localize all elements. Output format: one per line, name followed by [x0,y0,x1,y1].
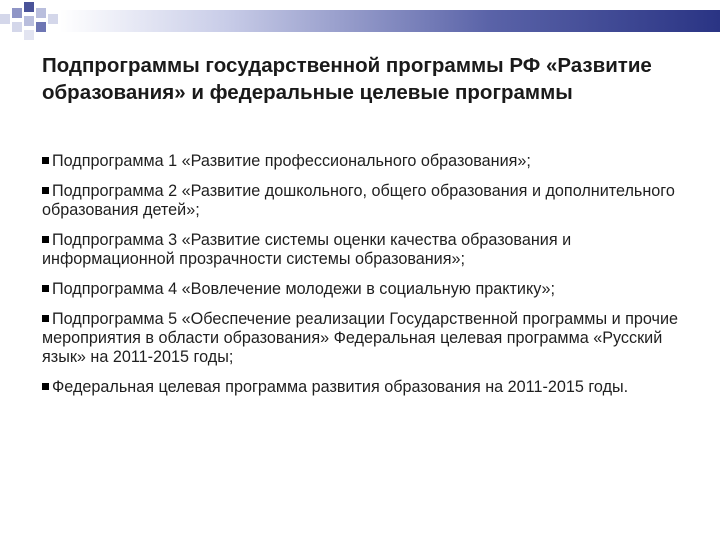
decor-square [48,14,58,24]
decor-square [36,22,46,32]
square-bullet-icon [42,236,49,243]
square-bullet-icon [42,285,49,292]
list-item [42,280,682,299]
decor-square [24,30,34,40]
list-item-text: Подпрограмма 5 «Обеспечение реализации Государственной программы и прочие мероприятия в области образования» Федеральная целевая программа «Русский язык» на 2011-2015 годы; [42,310,679,366]
decor-square [24,16,34,26]
list-item [42,310,682,367]
list-item-text: Федеральная целевая программа развития образования на 2011-2015 годы. [52,378,629,396]
corner-decoration [0,0,720,60]
decor-square [24,2,34,12]
square-bullet-icon [42,315,49,322]
square-bullet-icon [42,157,49,164]
list-item [42,152,682,171]
slide-title: Подпрограммы государственной программы РФ «Развитие образования» и федеральные целевые программы [42,54,652,104]
list-item [42,182,682,220]
decor-square [36,8,46,18]
decor-square [0,14,10,24]
header-gradient-bar [60,10,720,32]
list-item [42,378,682,397]
decor-square [12,22,22,32]
square-bullet-icon [42,187,49,194]
program-list [42,152,682,408]
list-item [42,231,682,269]
list-item-text: Подпрограмма 3 «Развитие системы оценки качества образования и информационной прозрачности системы образования»; [42,231,572,268]
list-item-text: Подпрограмма 4 «Вовлечение молодежи в социальную практику»; [52,280,555,298]
square-bullet-icon [42,383,49,390]
decor-square [12,8,22,18]
list-item-text: Подпрограмма 1 «Развитие профессионального образования»; [52,152,531,170]
list-item-text: Подпрограмма 2 «Развитие дошкольного, общего образования и дополнительного образования детей»; [42,182,675,219]
